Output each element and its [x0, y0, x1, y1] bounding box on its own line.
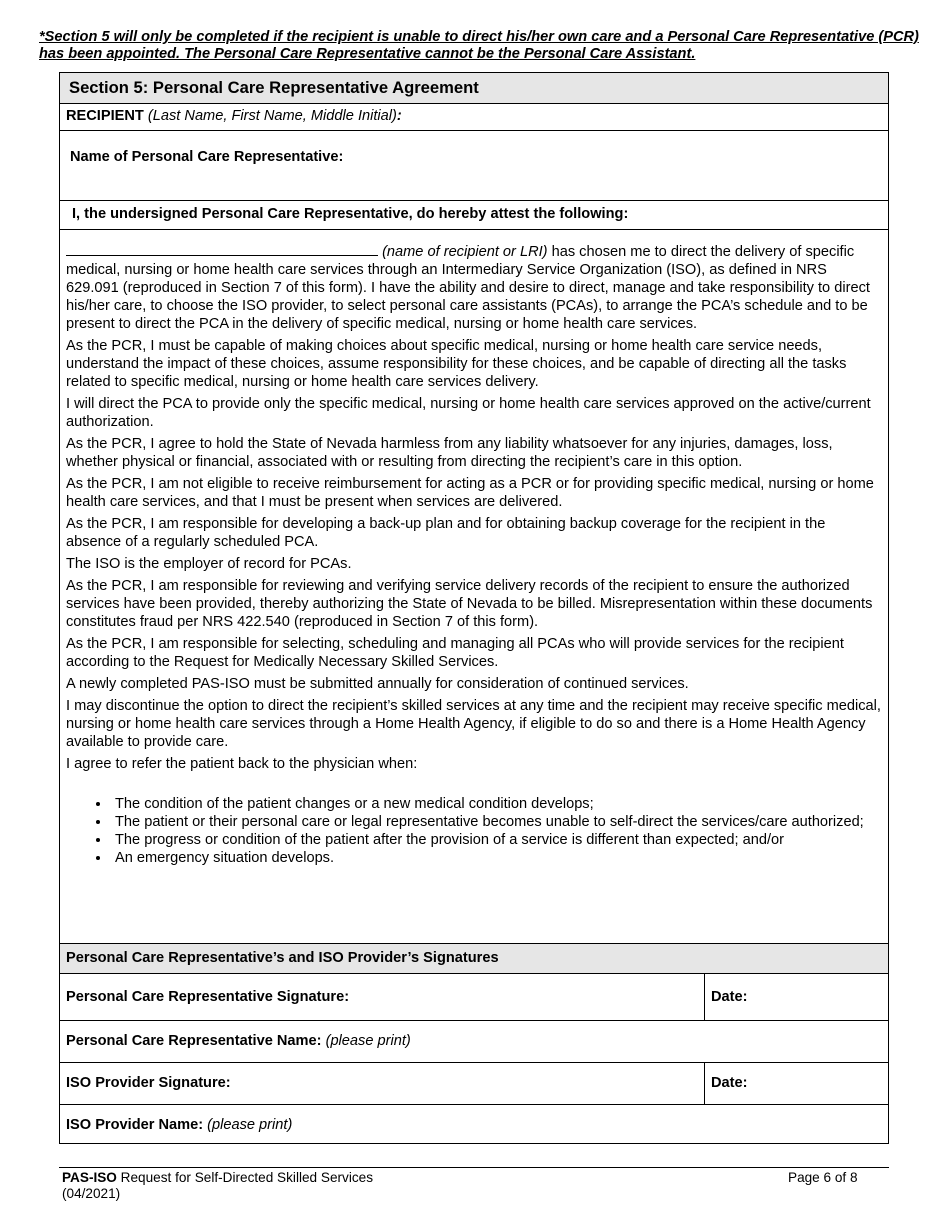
pcr-print-name-field[interactable]	[60, 1021, 888, 1063]
recipient-colon: :	[396, 108, 402, 124]
iso-date-label: Date:	[711, 1075, 748, 1091]
recipient-name-blank[interactable]	[66, 243, 378, 256]
footer-form-code: PAS-ISO	[62, 1170, 117, 1185]
agreement-paragraph: I will direct the PCA to provide only the specific medical, nursing or home health care services approved on the active/current authorization.	[66, 396, 871, 430]
section-title: Section 5: Personal Care Representative Agreement	[60, 73, 888, 104]
agreement-paragraph: As the PCR, I am responsible for selecting, scheduling and managing all PCAs who will provide services for the recipient according to the Request for Medically Necessary Skilled Services.	[66, 636, 844, 670]
pcr-date-field[interactable]	[704, 974, 889, 1020]
footer-revision: (04/2021)	[62, 1186, 121, 1201]
page-number: Page 6 of 8	[788, 1170, 858, 1185]
agreement-paragraph: The ISO is the employer of record for PCAs.	[66, 556, 352, 572]
attest-heading: I, the undersigned Personal Care Representative, do hereby attest the following:	[60, 201, 888, 230]
recipient-hint: (Last Name, First Name, Middle Initial)	[147, 108, 397, 124]
footer-form-title: Request for Self-Directed Skilled Services	[116, 1170, 374, 1185]
iso-print-name-field[interactable]	[60, 1105, 888, 1145]
iso-print-name-label: ISO Provider Name:	[66, 1117, 204, 1133]
recipient-label: RECIPIENT	[66, 108, 144, 124]
footer-divider	[59, 1167, 889, 1168]
iso-signature-label: ISO Provider Signature:	[66, 1075, 231, 1091]
please-print-hint: (please print)	[325, 1033, 411, 1049]
pcr-name-label: Name of Personal Care Representative:	[70, 149, 344, 165]
iso-signature-field[interactable]	[60, 1063, 888, 1105]
agreement-paragraph: As the PCR, I am responsible for developing a back-up plan and for obtaining backup coverage for the recipient in the absence of a regularly scheduled PCA.	[66, 516, 826, 550]
list-item: • An emergency situation develops.	[111, 849, 882, 867]
pcr-print-name-label: Personal Care Representative Name:	[66, 1033, 322, 1049]
footer-form-info	[62, 1170, 373, 1202]
pcr-date-label: Date:	[711, 989, 748, 1005]
pcr-signature-label: Personal Care Representative Signature:	[66, 989, 350, 1005]
pcr-name-field[interactable]	[60, 131, 888, 201]
agreement-paragraph: As the PCR, I am not eligible to receive reimbursement for acting as a PCR or for providing specific medical, nursing or home health care services, and that I must be present when services are delivered.	[66, 476, 874, 510]
agreement-body	[66, 243, 882, 867]
agreement-paragraph: I may discontinue the option to direct the recipient’s skilled services at any time and the recipient may receive specific medical, nursing or home health care services through a Home Health Agency, if eligible to do so and there is a Home Health Agency available to provide care.	[66, 698, 881, 750]
agreement-paragraph: I agree to refer the patient back to the physician when:	[66, 756, 418, 772]
list-item: • The condition of the patient changes or a new medical condition develops;	[111, 795, 882, 813]
agreement-paragraph: As the PCR, I must be capable of making choices about specific medical, nursing or home health care service needs, understand the impact of these choices, assume responsibility for these choices, and be capable of directing all the tasks related to specific medical, nursing or home health care services delivery.	[66, 338, 847, 390]
iso-date-field[interactable]	[704, 1063, 889, 1104]
agreement-paragraph: As the PCR, I am responsible for reviewing and verifying service delivery records of the recipient to ensure the authorized services have been provided, thereby authorizing the State of Nevada to be billed. Misrepresentation within these documents constitutes fraud per NRS 422.540 (reproduced in Section 7 of this form).	[66, 578, 873, 630]
recipient-field[interactable]	[60, 104, 888, 131]
please-print-hint: (please print)	[207, 1117, 293, 1133]
agreement-first-paragraph	[66, 243, 882, 333]
referral-list	[66, 795, 882, 867]
section-5-form	[59, 72, 889, 1144]
first-paragraph-text: has chosen me to direct the delivery of specific medical, nursing or home health care services through an Intermediary Service Organization (ISO), as defined in NRS 629.091 (reproduced in Section 7 of this form). I have the ability and desire to direct, manage and take responsibility to direct his/her care, to choose the ISO provider, to select personal care assistants (PCAs), to arrange the PCA’s schedule and to be present to direct the PCA in the delivery of specific medical, nursing or home health care services.	[66, 244, 870, 332]
recipient-blank-hint: (name of recipient or LRI)	[382, 244, 548, 260]
list-item: • The patient or their personal care or legal representative becomes unable to self-direct the services/care authorized;	[111, 813, 882, 831]
agreement-paragraph: As the PCR, I agree to hold the State of Nevada harmless from any liability whatsoever for any injuries, damages, loss, whether physical or financial, associated with or resulting from directing the recipient’s care in this option.	[66, 436, 833, 470]
section-5-note: *Section 5 will only be completed if the recipient is unable to direct his/her own care and a Personal Care Representative (PCR) has been appointed. The Personal Care Representative cannot be the Personal Care Assistant.	[39, 29, 919, 62]
signatures-header: Personal Care Representative’s and ISO Provider’s Signatures	[60, 943, 888, 974]
pcr-signature-field[interactable]	[60, 974, 888, 1021]
list-item: • The progress or condition of the patient after the provision of a service is different than expected; and/or	[111, 831, 882, 849]
agreement-paragraph: A newly completed PAS-ISO must be submitted annually for consideration of continued services.	[66, 676, 689, 692]
